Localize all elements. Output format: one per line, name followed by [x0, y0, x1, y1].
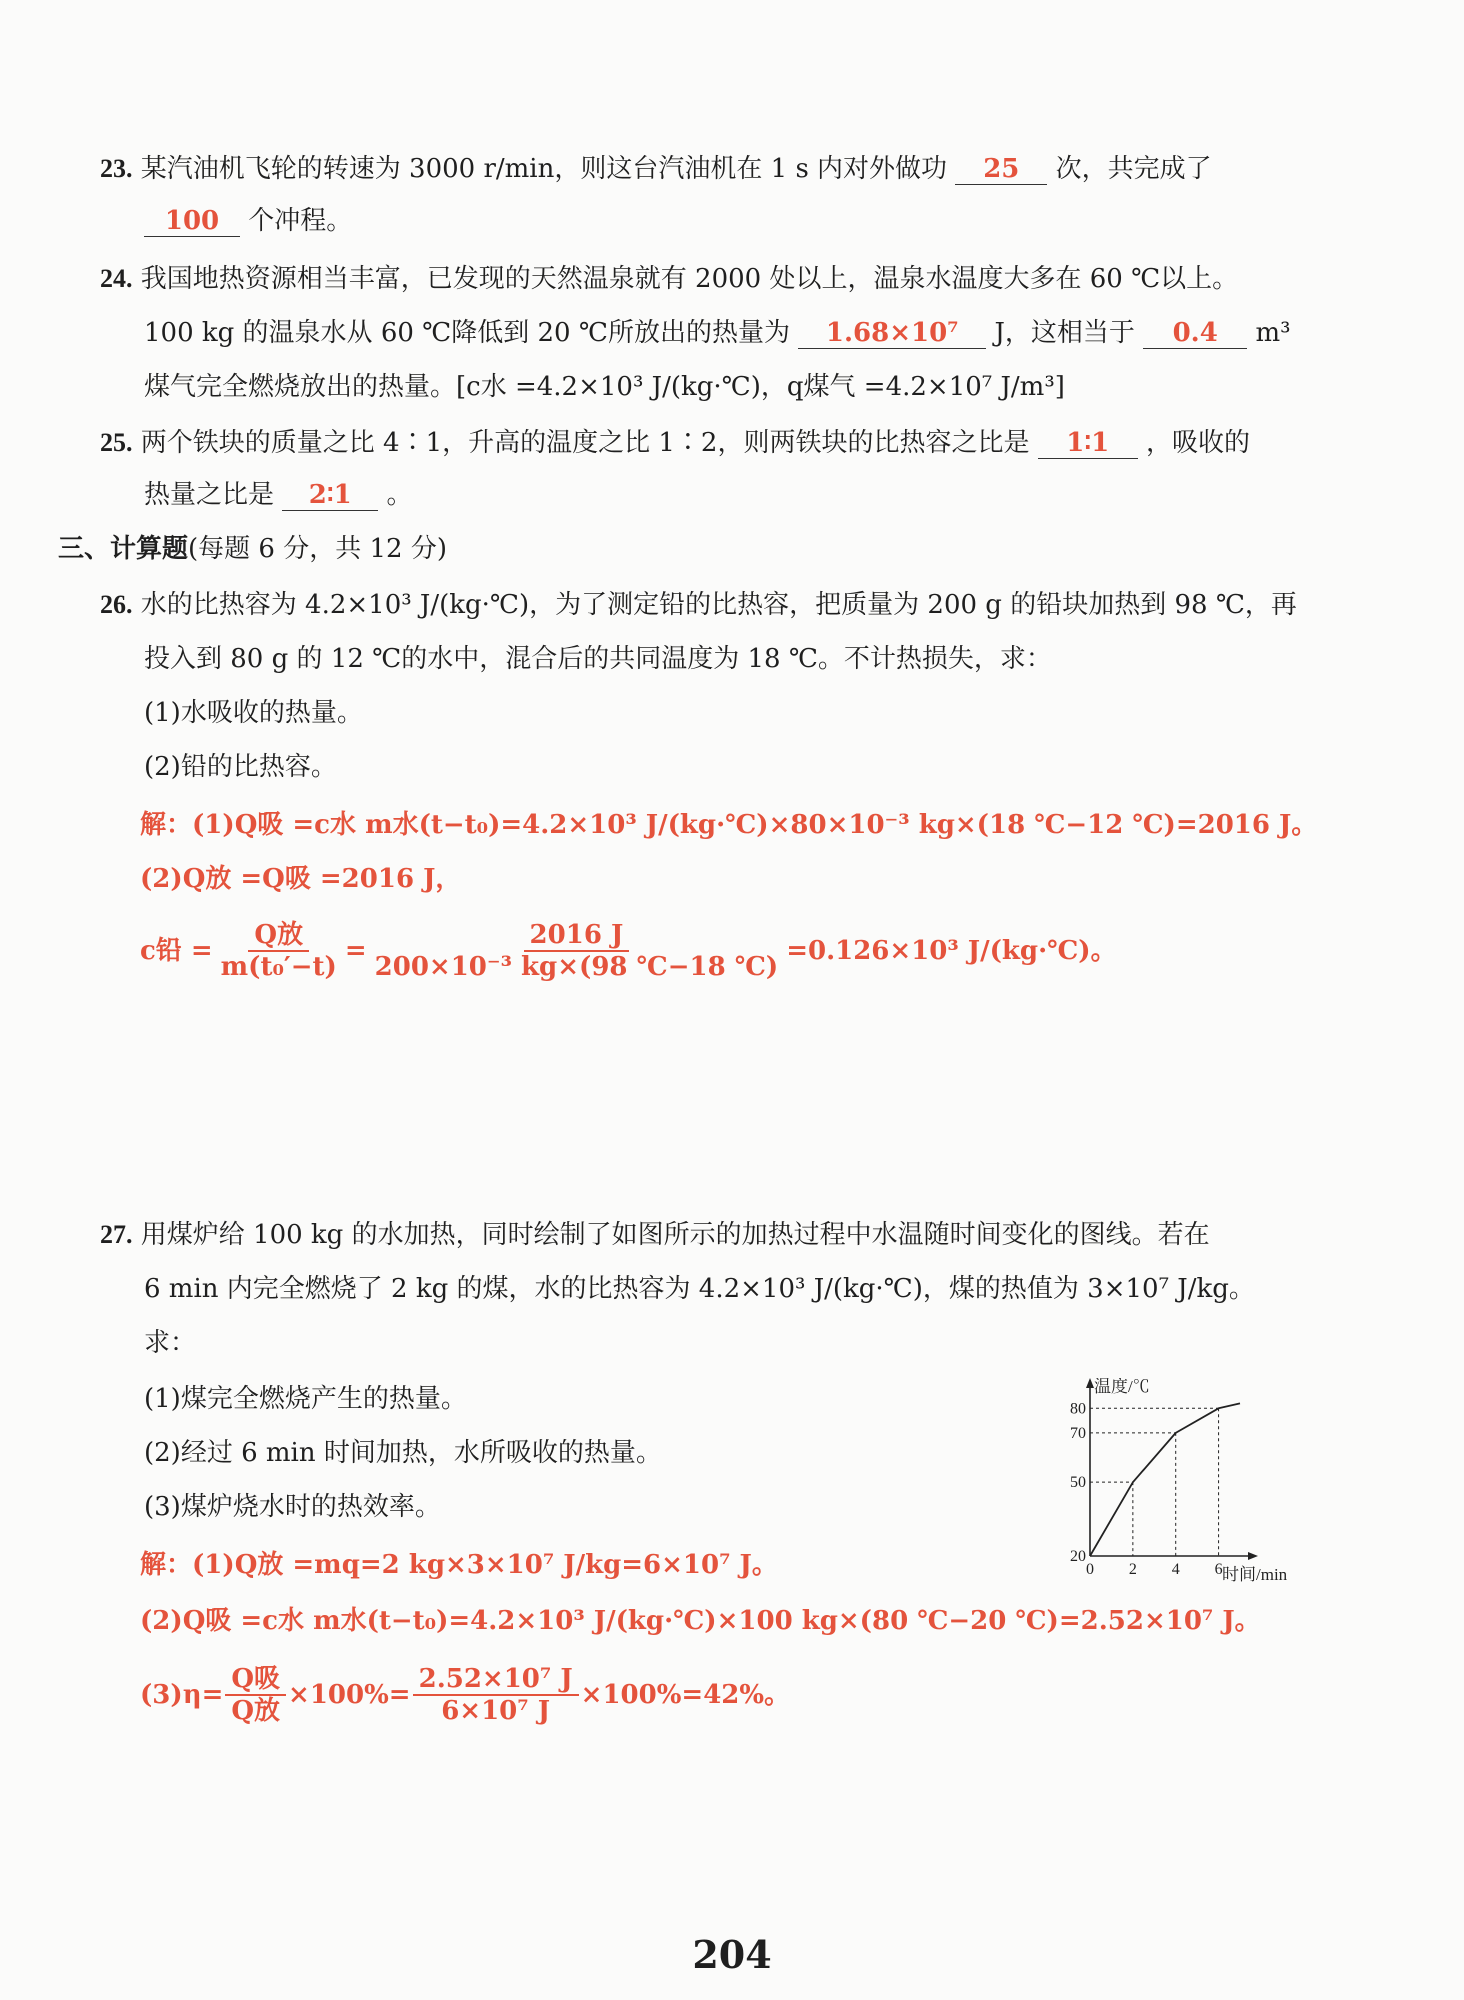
- q25-line1: [100, 426, 1250, 460]
- q26-fraction-1: [215, 920, 343, 982]
- temperature-time-chart: [1052, 1378, 1302, 1593]
- q23-line2: [144, 204, 352, 238]
- q26-solution-2: (2)Q放 =Q吸 =2016 J，: [140, 864, 462, 894]
- q26-line1: [100, 588, 1297, 622]
- q23-text-end: 次，共完成了: [1055, 154, 1212, 184]
- q26-number: 26.: [100, 590, 133, 619]
- q25-answer-1: 1∶1: [1038, 428, 1138, 459]
- q27-number: 27.: [100, 1220, 133, 1249]
- q23-answer-2: 100: [144, 206, 240, 237]
- y-tick-label-2: 70: [1070, 1424, 1086, 1442]
- q23-line1: [100, 152, 1212, 186]
- q26-text: 水的比热容为 4.2×10³ J/(kg·℃)，为了测定铅的比热容，把质量为 200 g 的铅块加热到 98 ℃，再: [140, 590, 1297, 620]
- q24-number: 24.: [100, 264, 133, 293]
- x-tick-label-1: 2: [1128, 1561, 1137, 1578]
- q26-sol3-rhs: =0.126×10³ J/(kg·℃)。: [786, 936, 1117, 966]
- q25-text: 两个铁块的质量之比 4∶1，升高的温度之比 1∶2，则两铁块的比热容之比是: [140, 428, 1030, 458]
- q24-text: 我国地热资源相当丰富，已发现的天然温泉就有 2000 处以上，温泉水温度大多在 60 ℃以上。: [140, 264, 1239, 294]
- q24-line2: [144, 316, 1291, 350]
- q26-frac2-denominator: 200×10⁻³ kg×(98 ℃−18 ℃): [374, 952, 779, 982]
- y-axis-label: 温度/℃: [1094, 1378, 1150, 1396]
- q27-sub2: (2)经过 6 min 时间加热，水所吸收的热量。: [144, 1438, 662, 1468]
- q27-frac1-numerator: Q吸: [225, 1664, 286, 1696]
- y-tick-label-3: 80: [1070, 1400, 1086, 1418]
- q25-number: 25.: [100, 428, 133, 457]
- q27-solution-1: 解：(1)Q放 =mq=2 kg×3×10⁷ J/kg=6×10⁷ J。: [140, 1550, 778, 1580]
- q26-fraction-2: [369, 920, 785, 982]
- q27-line3: 求：: [144, 1328, 197, 1358]
- q27-solution-2: (2)Q吸 =c水 m水(t−t₀)=4.2×10³ J/(kg·℃)×100 kg×(80 ℃−20 ℃)=2.52×10⁷ J。: [140, 1606, 1261, 1636]
- q23-text-line2: 个冲程。: [248, 206, 353, 236]
- q27-sol3-lhs: (3)η=: [140, 1680, 224, 1710]
- y-axis-arrow: [1086, 1378, 1094, 1388]
- q25-answer-2: 2∶1: [282, 480, 378, 511]
- q27-fraction-2: [413, 1664, 579, 1726]
- q27-line1: [100, 1218, 1210, 1252]
- q24-text-a: 100 kg 的温泉水从 60 ℃降低到 20 ℃所放出的热量为: [144, 318, 790, 348]
- q27-frac2-denominator: 6×10⁷ J: [441, 1696, 551, 1726]
- y-tick-label-1: 50: [1070, 1474, 1086, 1492]
- q25-text-end: ，吸收的: [1146, 428, 1251, 458]
- q27-sub3: (3)煤炉烧水时的热效率。: [144, 1492, 441, 1522]
- x-tick-label-3: 6: [1214, 1561, 1223, 1578]
- q27-text: 用煤炉给 100 kg 的水加热，同时绘制了如图所示的加热过程中水温随时间变化的图线。若在: [140, 1220, 1210, 1250]
- q24-answer-2: 0.4: [1143, 318, 1247, 349]
- q27-sub1: (1)煤完全燃烧产生的热量。: [144, 1384, 467, 1414]
- q26-solution-1: 解：(1)Q吸 =c水 m水(t−t₀)=4.2×10³ J/(kg·℃)×80×10⁻³ kg×(18 ℃−12 ℃)=2016 J。: [140, 810, 1318, 840]
- q27-fraction-1: [225, 1664, 286, 1726]
- q27-sol3-mid: ×100%=: [288, 1680, 411, 1710]
- q27-solution-3: [140, 1664, 790, 1726]
- q27-frac1-denominator: Q放: [231, 1696, 281, 1726]
- q25-text-line2-end: 。: [386, 480, 413, 510]
- q24-text-b: J，这相当于: [994, 318, 1135, 348]
- q23-number: 23.: [100, 154, 133, 183]
- q24-line1: [100, 262, 1238, 296]
- q26-sub2: (2)铅的比热容。: [144, 752, 337, 782]
- q26-frac2-numerator: 2016 J: [524, 920, 630, 952]
- x-tick-label-0: 0: [1086, 1561, 1094, 1578]
- q26-frac1-denominator: m(t₀′−t): [220, 952, 337, 982]
- x-axis-arrow: [1248, 1552, 1258, 1560]
- page-number: 204: [692, 1932, 772, 1977]
- section-heading: [58, 532, 447, 566]
- q24-unit: m³: [1255, 318, 1291, 348]
- q26-frac1-numerator: Q放: [248, 920, 309, 952]
- q27-sol3-rhs: ×100%=42%。: [580, 1680, 791, 1710]
- temperature-curve: [1090, 1403, 1240, 1556]
- section-note: (每题 6 分，共 12 分): [188, 534, 447, 564]
- x-tick-label-2: 4: [1171, 1561, 1180, 1578]
- section-title: 三、计算题: [58, 534, 189, 564]
- q24-given: 煤气完全燃烧放出的热量。[c水 =4.2×10³ J/(kg·℃)，q煤气 =4.2×10⁷ J/m³]: [144, 372, 1065, 402]
- q23-text: 某汽油机飞轮的转速为 3000 r/min，则这台汽油机在 1 s 内对外做功: [140, 154, 948, 184]
- q26-solution-3: c铅 = $\frac{\text{Q放}}{\text{m(t₀′−t)}}$ = $\frac{2016 J}{\text{200×10⁻³ kg×(98 ℃−18 ℃)}}$ =0.126×10³ J/(kg·℃)。: [140, 920, 1117, 982]
- q27-line2: 6 min 内完全燃烧了 2 kg 的煤，水的比热容为 4.2×10³ J/(kg·℃)，煤的热值为 3×10⁷ J/kg。: [144, 1274, 1255, 1304]
- q26-sol3-lhs: c铅 =: [140, 936, 213, 966]
- q24-answer-1: 1.68×10⁷: [798, 318, 986, 349]
- q24-line3: [144, 370, 1065, 404]
- q25-text-line2: 热量之比是: [144, 480, 275, 510]
- q27-frac2-numerator: 2.52×10⁷ J: [413, 1664, 579, 1696]
- q25-line2: [144, 478, 413, 512]
- q26-sub1: (1)水吸收的热量。: [144, 698, 363, 728]
- y-tick-label-0: 20: [1070, 1548, 1086, 1565]
- q26-line2: 投入到 80 g 的 12 ℃的水中，混合后的共同温度为 18 ℃。不计热损失，求：: [144, 644, 1052, 674]
- x-axis-label: 时间/min: [1222, 1565, 1288, 1584]
- q23-answer-1: 25: [955, 154, 1047, 185]
